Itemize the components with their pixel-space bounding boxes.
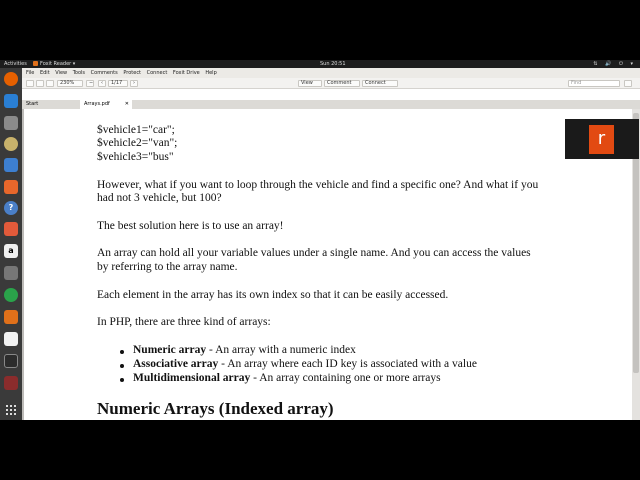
list-item-term: Associative array	[133, 358, 219, 370]
logo-letter: r	[589, 125, 614, 154]
screen-recorder-icon[interactable]	[4, 376, 18, 390]
find-placeholder: Find	[571, 80, 582, 86]
activities-button[interactable]: Activities	[4, 61, 27, 67]
foxit-app-icon	[33, 61, 38, 66]
desktop-screen	[0, 60, 640, 420]
thunderbird-icon[interactable]	[4, 94, 18, 108]
paragraph: The best solution here is to use an array!	[97, 220, 284, 232]
print-icon[interactable]	[46, 80, 54, 87]
text-editor-icon[interactable]	[4, 332, 18, 346]
show-applications-icon[interactable]	[5, 404, 17, 416]
comment-label: Comment	[327, 80, 352, 86]
find-options-icon[interactable]	[624, 80, 632, 87]
section-heading: Numeric Arrays (Indexed array)	[97, 399, 334, 418]
paragraph-line: However, what if you want to loop through the vehicle and find a specific one? And what if you	[97, 179, 539, 191]
help-icon[interactable]: ?	[4, 201, 18, 215]
software-center-icon[interactable]	[4, 180, 18, 194]
list-item-desc: - An array where each ID key is associated with a value	[218, 358, 477, 370]
list-item	[133, 372, 441, 384]
chrome-icon[interactable]	[4, 288, 18, 302]
camera-icon[interactable]	[4, 266, 18, 280]
rhythmbox-icon[interactable]	[4, 137, 18, 151]
code-line: $vehicle2="van";	[97, 137, 178, 149]
close-tab-icon[interactable]: ✕	[124, 101, 129, 107]
list-item-desc: - An array containing one or more arrays	[250, 372, 441, 384]
list-item-desc: - An array with a numeric index	[206, 344, 356, 356]
tab-start[interactable]	[22, 100, 78, 109]
pdf-page[interactable]	[22, 109, 632, 420]
bullet-marker	[120, 364, 124, 368]
hand-tool-icon[interactable]	[26, 80, 34, 87]
page-number-value: 1/17	[111, 80, 123, 86]
menu-file[interactable]: File	[26, 70, 35, 76]
paragraph-line: An array can hold all your variable values under a single name. And you can access the values	[97, 247, 531, 259]
menu-tools[interactable]: Tools	[72, 70, 86, 76]
connect-tab-button[interactable]	[362, 80, 398, 87]
connect-label: Connect	[365, 80, 386, 86]
zoom-select[interactable]	[57, 80, 83, 87]
tab-arrays-label: Arrays.pdf	[84, 101, 110, 107]
tab-arrays-pdf[interactable]	[80, 100, 132, 109]
menu-protect[interactable]: Protect	[123, 70, 142, 76]
menu-view[interactable]: View	[55, 70, 68, 76]
list-item-term: Numeric array	[133, 344, 207, 356]
paragraph-line: by referring to the array name.	[97, 261, 238, 273]
menu-help[interactable]: Help	[205, 70, 217, 76]
application-dock	[0, 68, 22, 420]
find-input[interactable]	[568, 80, 620, 87]
menu-comments[interactable]: Comments	[90, 70, 118, 76]
bullet-marker	[120, 350, 124, 354]
comment-tab-button[interactable]	[324, 80, 360, 87]
list-item	[133, 358, 477, 370]
code-line: $vehicle3="bus"	[97, 151, 174, 163]
terminal-icon[interactable]	[4, 354, 18, 368]
foxit-reader-icon[interactable]	[4, 310, 18, 324]
list-item	[133, 344, 356, 356]
firefox-icon[interactable]	[4, 72, 18, 86]
previous-page-icon[interactable]: ‹	[98, 80, 106, 87]
view-label: View	[301, 80, 313, 86]
bullet-marker	[120, 378, 124, 382]
code-line: $vehicle1="car";	[97, 124, 175, 136]
document-tab-bar	[22, 100, 640, 109]
system-tray[interactable]: ⇅ 🔊 ⏻ ▾	[593, 61, 636, 67]
tab-start-label: Start	[26, 101, 39, 107]
zoom-value: 230%	[60, 80, 75, 86]
toolbar	[22, 78, 640, 89]
list-item-term: Multidimensional array	[133, 372, 251, 384]
channel-logo	[565, 119, 639, 159]
next-page-icon[interactable]: ›	[130, 80, 138, 87]
files-icon[interactable]	[4, 116, 18, 130]
save-icon[interactable]	[36, 80, 44, 87]
zoom-out-button[interactable]: −	[86, 80, 94, 87]
system-top-bar	[0, 60, 640, 68]
menu-bar	[22, 68, 640, 78]
view-tab-button[interactable]	[298, 80, 322, 87]
paragraph: In PHP, there are three kind of arrays:	[97, 316, 271, 328]
app-menu-label: Foxit Reader ▾	[40, 61, 76, 67]
page-number-field[interactable]	[108, 80, 128, 87]
paragraph-line: had not 3 vehicle, but 100?	[97, 192, 222, 204]
clock[interactable]: Sun 20:51	[320, 61, 346, 67]
menu-foxit-drive[interactable]: Foxit Drive	[172, 70, 200, 76]
writer-icon[interactable]	[4, 158, 18, 172]
paragraph: Each element in the array has its own index so that it can be easily accessed.	[97, 289, 449, 301]
app-menu[interactable]	[33, 60, 75, 68]
menu-connect[interactable]: Connect	[146, 70, 168, 76]
menu-edit[interactable]: Edit	[39, 70, 50, 76]
app-icon[interactable]	[4, 222, 18, 236]
amazon-icon[interactable]: a	[4, 244, 18, 258]
